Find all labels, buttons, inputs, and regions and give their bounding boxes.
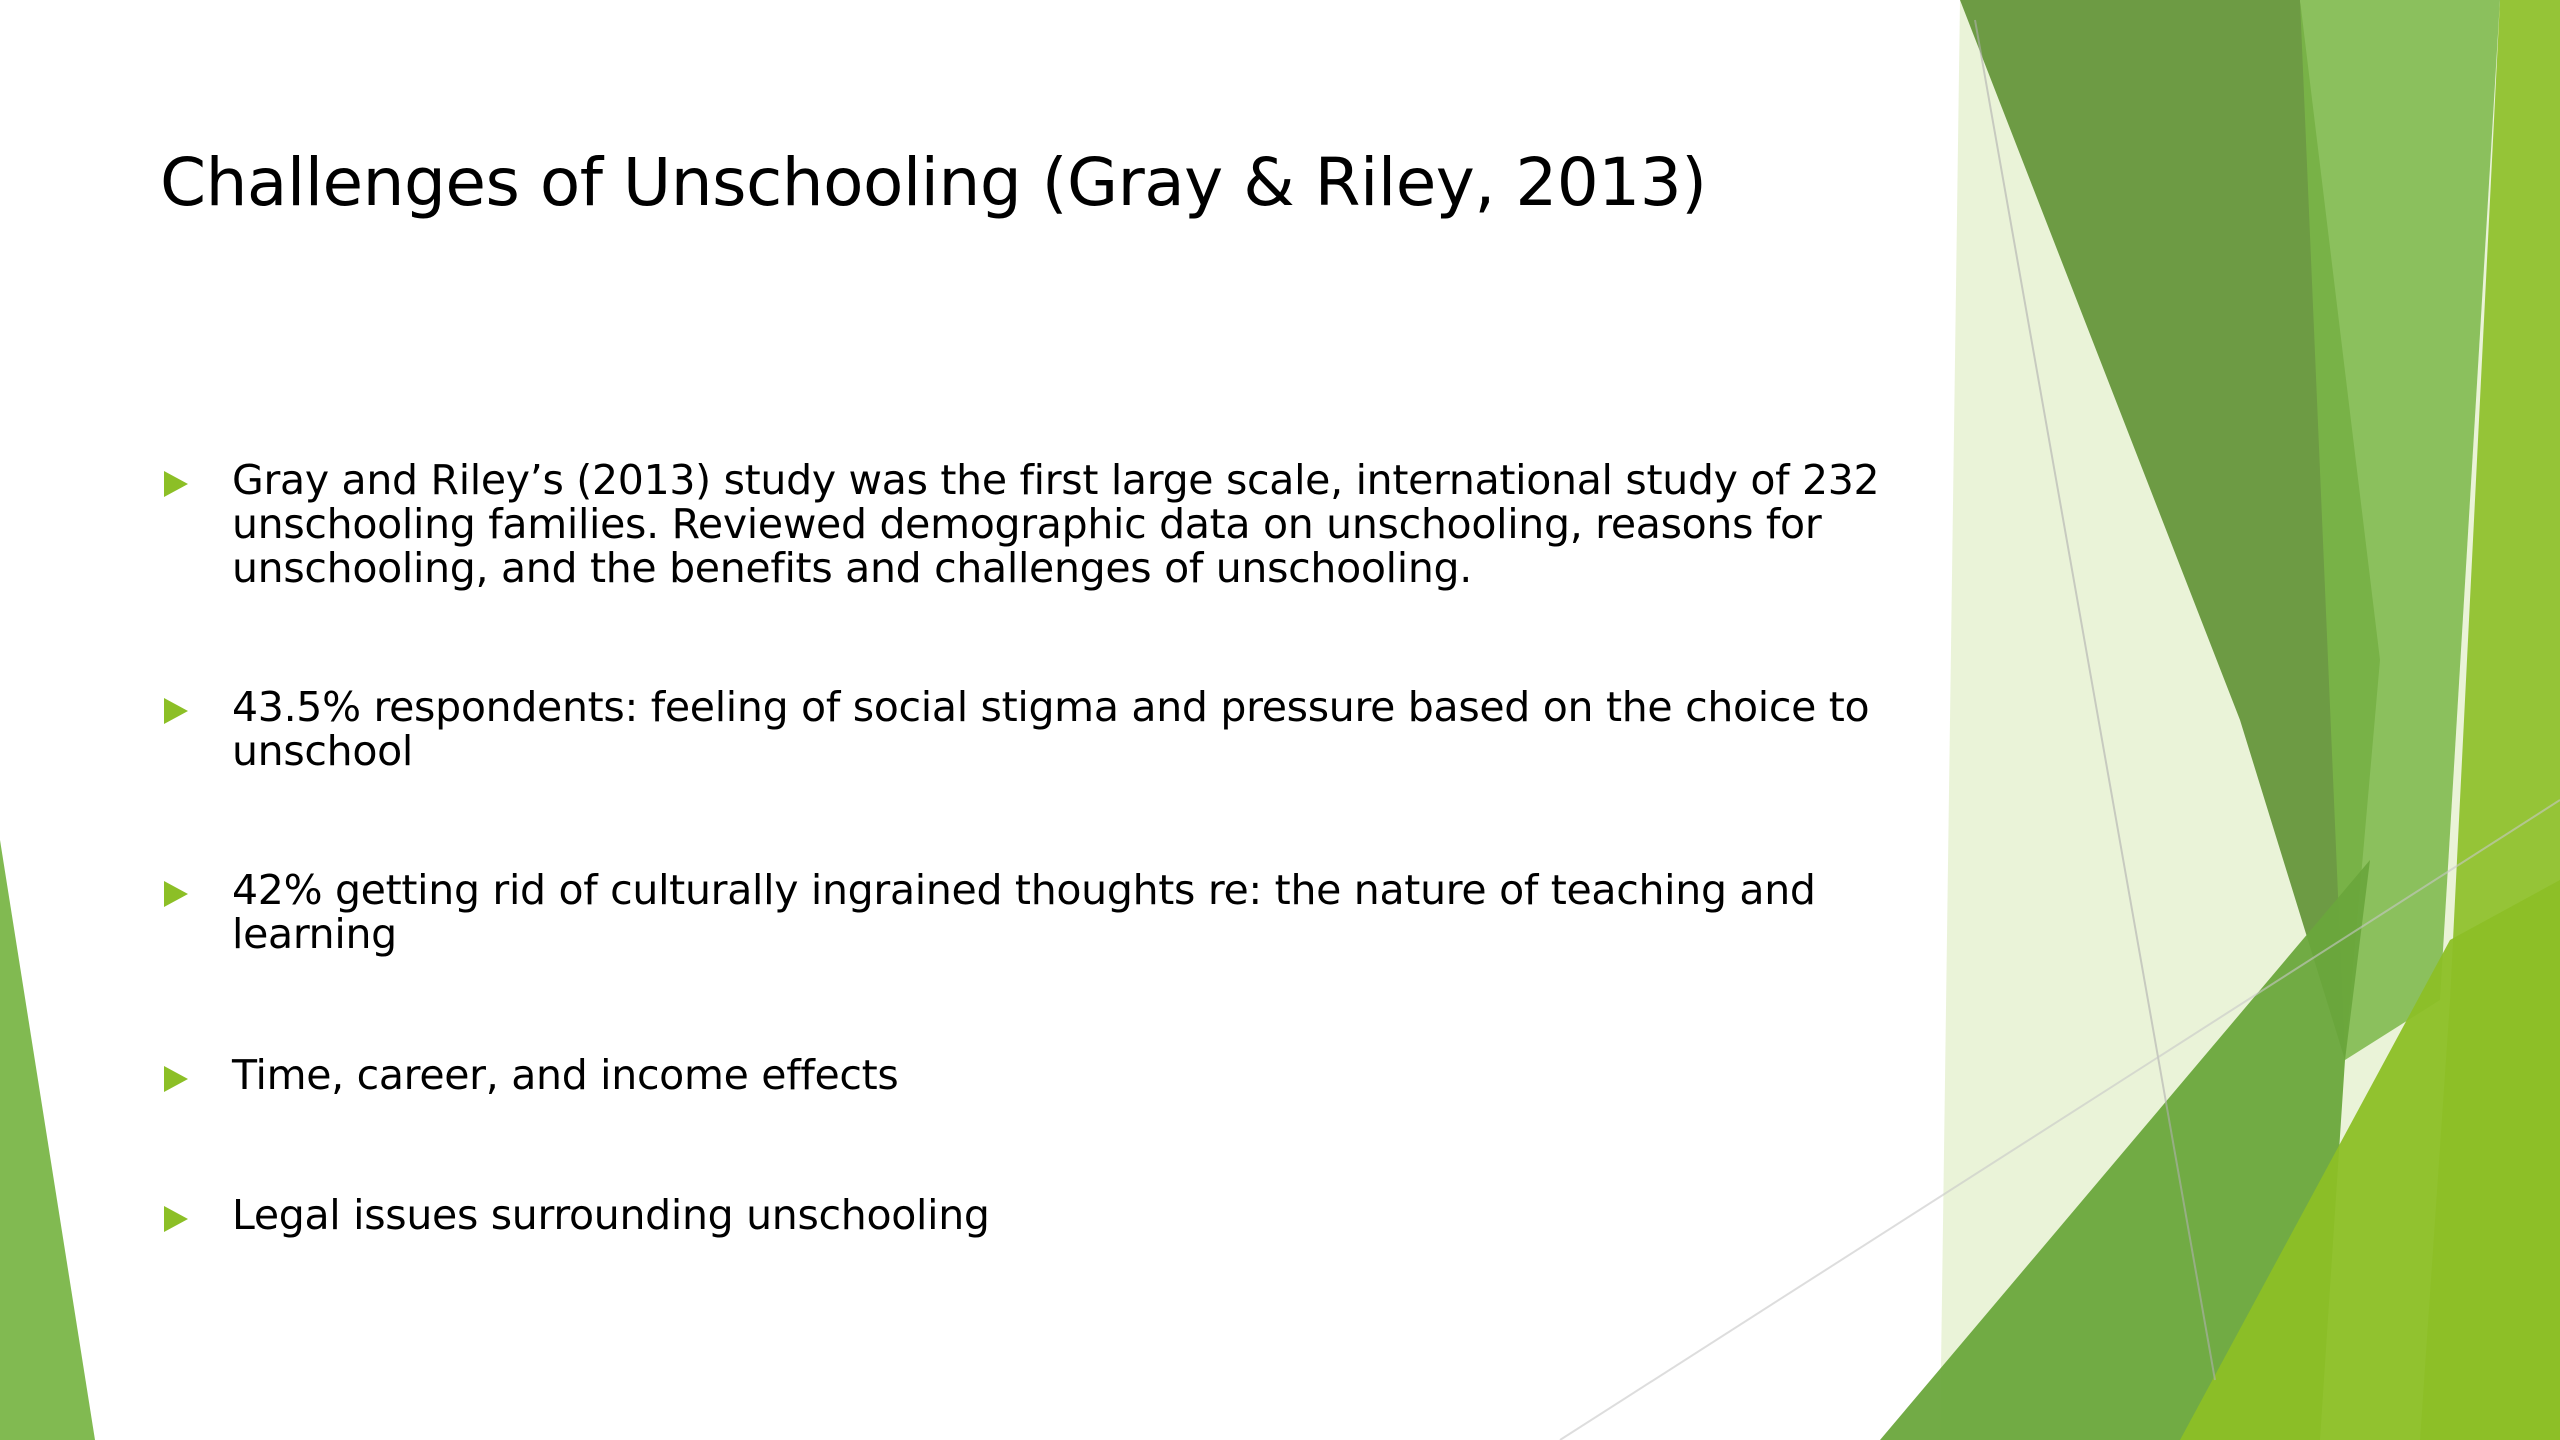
left-green-sliver — [0, 840, 95, 1440]
triangle-right-icon — [164, 1066, 188, 1092]
bullet-text: Time, career, and income effects — [232, 1051, 899, 1099]
slide-title: Challenges of Unschooling (Gray & Riley, 2013) — [160, 144, 1707, 221]
triangle-right-icon — [164, 881, 188, 907]
triangle-right-icon — [164, 1206, 188, 1232]
triangle-right-icon — [164, 471, 188, 497]
bullet-text: Legal issues surrounding unschooling — [232, 1191, 990, 1239]
triangle-right-icon — [164, 698, 188, 724]
bullet-text: 43.5% respondents: feeling of social stigma and pressure based on the choice to unschool — [232, 683, 1870, 775]
bullet-text: 42% getting rid of culturally ingrained thoughts re: the nature of teaching and learning — [232, 866, 1816, 958]
bullet-text: Gray and Riley’s (2013) study was the first large scale, international study of 232 unschooling families. Reviewed demographic data on unschooling, reasons for unschooling, and the benefits and challenges of unschooling. — [232, 456, 1880, 592]
